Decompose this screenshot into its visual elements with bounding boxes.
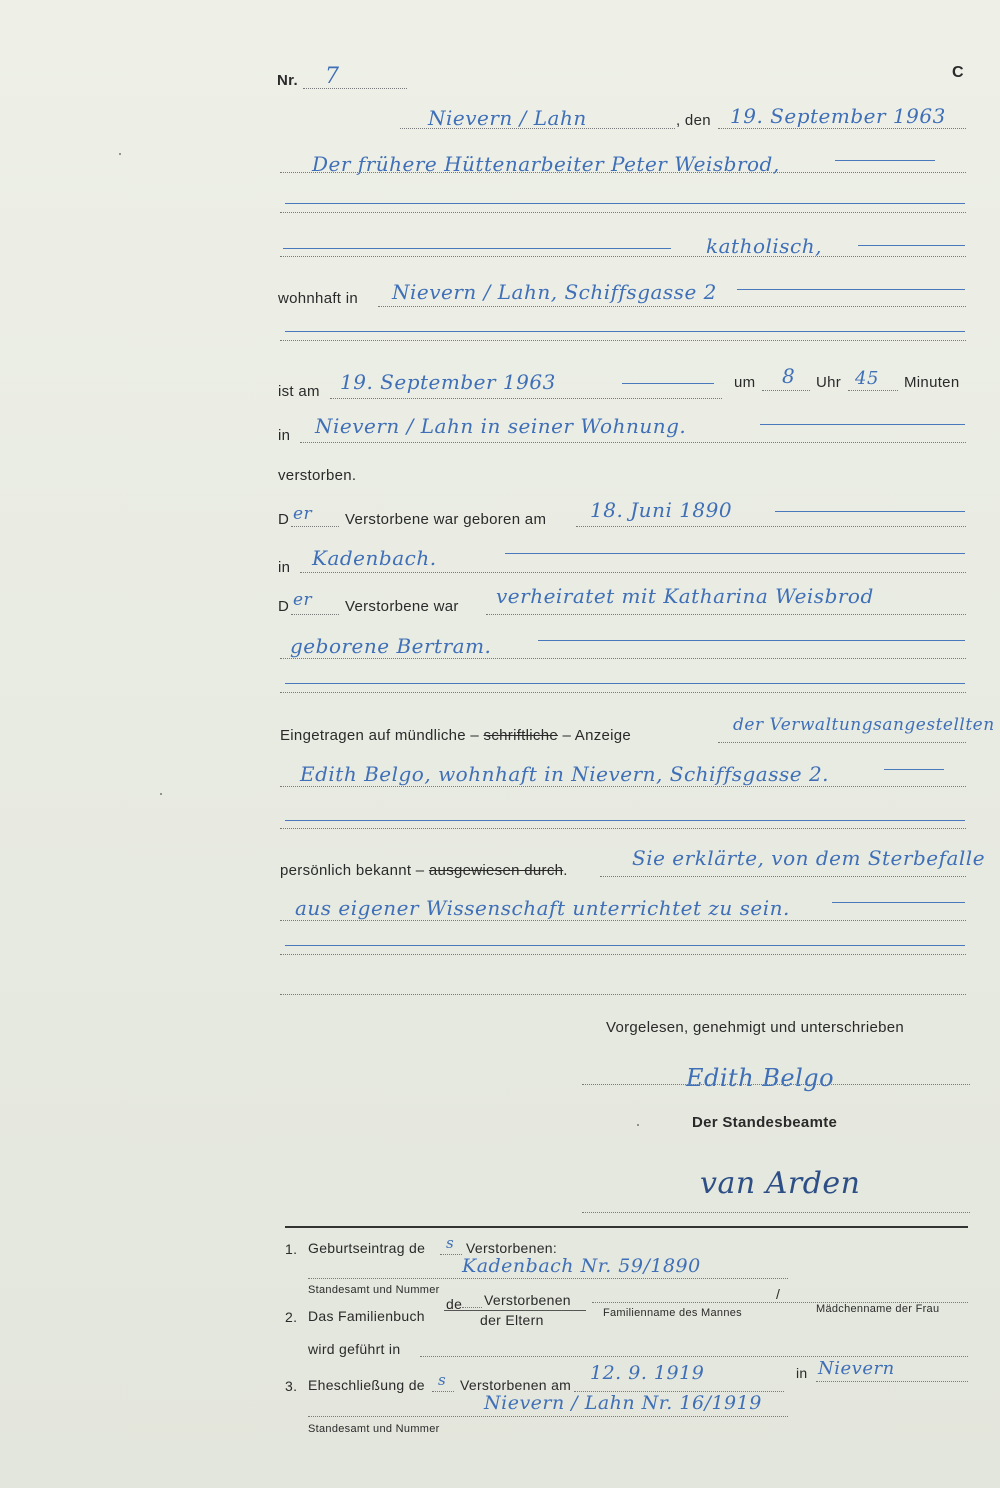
item-3-fill-line (432, 1391, 454, 1392)
registration-label-struck: schriftliche (483, 727, 559, 744)
item-2-bottom: der Eltern (480, 1312, 544, 1328)
death-in-label: in (278, 427, 291, 444)
marital-maiden-name: geborene Bertram. (290, 634, 492, 658)
item-3-line (308, 1416, 788, 1417)
item-1-label-b: Verstorbenen: (466, 1240, 558, 1256)
fill-dash (858, 245, 965, 246)
death-hour: 8 (782, 364, 796, 388)
item-3-place-line (816, 1381, 968, 1382)
item-1-label (308, 1240, 425, 1256)
marital-label: Verstorbene war (345, 598, 459, 615)
registration-label (280, 727, 631, 744)
form-letter: C (952, 64, 964, 81)
item-3-caption: Standesamt und Nummer (308, 1423, 440, 1435)
marital-line-1 (486, 614, 966, 615)
birth-date-line (576, 526, 966, 527)
death-place: Nievern / Lahn in seiner Wohnung. (315, 414, 687, 438)
informant-title: der Verwaltungsangestellten (733, 715, 995, 735)
item-1-caption: Standesamt und Nummer (308, 1284, 440, 1296)
minutes-line (848, 390, 898, 391)
identity-label-a: persönlich bekannt – (280, 862, 425, 879)
identity-line-2 (280, 920, 966, 921)
item-3-in-label: in (796, 1365, 808, 1381)
deceased-line-3 (280, 256, 966, 257)
den-label: , den (676, 112, 711, 129)
birth-place: Kadenbach. (312, 546, 437, 570)
fill-dash (835, 160, 935, 161)
item-2-number: 2. (285, 1309, 298, 1325)
item-2-caption-husband: Familienname des Mannes (603, 1307, 742, 1319)
fill-dash (832, 902, 965, 903)
place-line (400, 128, 675, 129)
um-label: um (734, 374, 756, 391)
registration-line-3 (280, 828, 966, 829)
item-2-top: Verstorbenen (484, 1292, 571, 1308)
death-date-line (330, 398, 722, 399)
fill-dash (285, 683, 965, 684)
hour-line (762, 390, 810, 391)
minuten-label: Minuten (904, 374, 960, 391)
identity-statement-1: Sie erklärte, von dem Sterbefalle (632, 846, 986, 870)
registrar-label: Der Standesbeamte (692, 1114, 838, 1131)
marital-status: verheiratet mit Katharina Weisbrod (496, 584, 874, 608)
residence-line-2 (280, 340, 966, 341)
marital-line-3 (280, 692, 966, 693)
item-1-line (308, 1278, 788, 1279)
registrar-signature: van Arden (700, 1166, 861, 1201)
item-1-value: Kadenbach Nr. 59/1890 (462, 1255, 701, 1277)
birth-place-line (300, 572, 966, 573)
item-2-de-line (462, 1307, 482, 1308)
date-line (718, 128, 966, 129)
identity-label-struck: ausgewiesen durch (428, 862, 564, 879)
ist-am-label: ist am (278, 383, 320, 400)
birth-d-line (291, 526, 339, 527)
fill-dash (285, 203, 965, 204)
item-2-fraction-bar (444, 1310, 586, 1311)
item-1-fill-line (440, 1254, 462, 1255)
birth-d-prefix: D (278, 511, 290, 528)
birth-d-fill: er (293, 504, 313, 524)
registration-label-a: Eingetragen auf mündliche – (280, 727, 480, 744)
marital-d-line (291, 614, 339, 615)
paper-speck (160, 793, 162, 795)
footer-rule (285, 1226, 968, 1228)
item-3-label-b: Verstorbenen am (460, 1377, 572, 1393)
fill-dash (285, 331, 965, 332)
fill-dash (538, 640, 965, 641)
informant-signature: Edith Belgo (686, 1064, 835, 1092)
fill-dash (622, 383, 714, 384)
register-date: 19. September 1963 (730, 104, 946, 128)
fill-dash (775, 511, 965, 512)
deceased-religion: katholisch, (706, 234, 822, 258)
informant-signature-line (582, 1084, 970, 1085)
deceased-line-1 (280, 172, 966, 173)
entry-number: 7 (325, 64, 340, 89)
residence-label: wohnhaft in (278, 290, 359, 307)
identity-label (280, 862, 568, 879)
residence-value: Nievern / Lahn, Schiffsgasse 2 (392, 280, 717, 304)
item-1-label-a: Geburtseintrag de (308, 1240, 426, 1256)
item-1-number: 1. (285, 1241, 298, 1257)
fill-dash (283, 248, 671, 249)
deceased-line-2 (280, 212, 966, 213)
marriage-date: 12. 9. 1919 (590, 1362, 705, 1384)
verstorben-label: verstorben. (278, 467, 357, 484)
marriage-place: Nievern (818, 1358, 895, 1379)
item-3-fill: s (438, 1371, 447, 1389)
death-place-line (300, 442, 966, 443)
fill-dash (505, 553, 965, 554)
birth-in-label: in (278, 559, 291, 576)
item-2-slash: / (776, 1286, 781, 1302)
entry-number-line (303, 88, 407, 89)
item-3-number: 3. (285, 1378, 298, 1394)
marital-line-2 (280, 658, 966, 659)
fill-dash (285, 945, 965, 946)
marriage-register-number: Nievern / Lahn Nr. 16/1919 (484, 1392, 762, 1414)
marital-d-prefix: D (278, 598, 290, 615)
nr-label: Nr. (277, 72, 298, 89)
death-date: 19. September 1963 (340, 370, 556, 394)
fill-dash (285, 820, 965, 821)
identity-line-3 (280, 954, 966, 955)
informant-details: Edith Belgo, wohnhaft in Nievern, Schiffsgasse 2. (300, 762, 830, 786)
identity-line-4 (280, 994, 966, 995)
registration-line-2 (280, 786, 966, 787)
birth-date: 18. Juni 1890 (590, 498, 733, 522)
paper-speck (119, 153, 121, 155)
item-2-caption-maiden: Mädchenname der Frau (816, 1303, 940, 1315)
item-2-label: Das Familienbuch (308, 1308, 425, 1324)
item-3-label-a: Eheschließung de (308, 1377, 425, 1393)
fill-dash (760, 424, 965, 425)
item-2-kept-in-label: wird geführt in (308, 1341, 401, 1357)
paper-speck (637, 1124, 639, 1126)
item-2-kept-in-line (420, 1356, 968, 1357)
registration-label-b: – Anzeige (562, 727, 632, 744)
uhr-label: Uhr (816, 374, 842, 391)
registrar-signature-line (582, 1212, 970, 1213)
deceased-description: Der frühere Hüttenarbeiter Peter Weisbrod, (312, 152, 780, 176)
fill-dash (737, 289, 965, 290)
fill-dash (884, 769, 944, 770)
item-1-fill: s (446, 1234, 455, 1252)
residence-line-1 (378, 306, 966, 307)
identity-line-1 (600, 876, 966, 877)
birth-label: Verstorbene war geboren am (345, 511, 547, 528)
marital-d-fill: er (293, 590, 313, 610)
registration-line-1 (718, 742, 966, 743)
read-approved-label: Vorgelesen, genehmigt und unterschrieben (606, 1019, 905, 1036)
register-place: Nievern / Lahn (428, 106, 587, 130)
identity-label-dot: . (563, 862, 568, 879)
identity-statement-2: aus eigener Wissenschaft unterrichtet zu sein. (295, 896, 790, 920)
death-minutes: 45 (855, 368, 879, 389)
item-2-de: de (446, 1296, 463, 1312)
